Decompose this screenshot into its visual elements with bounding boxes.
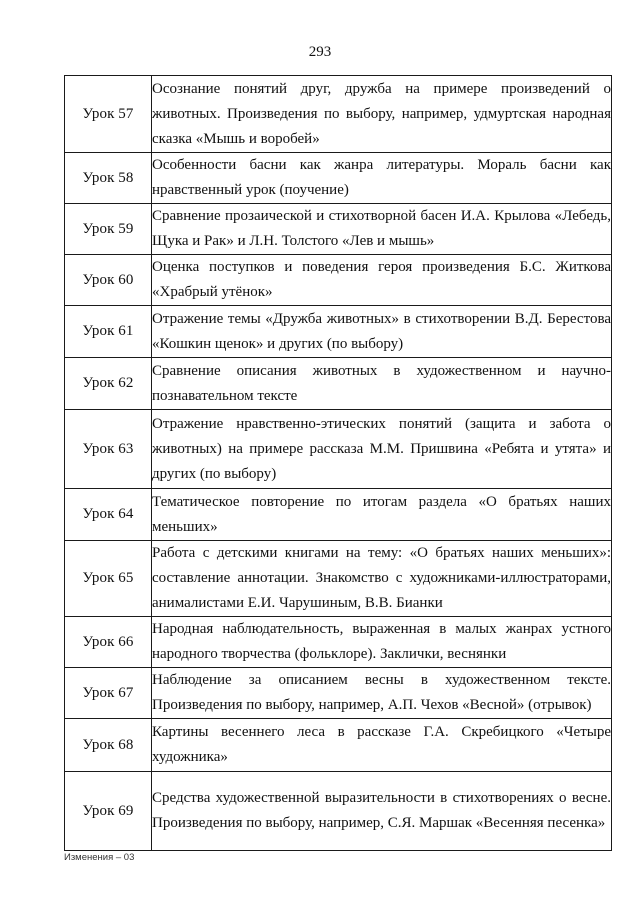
lesson-number-cell: Урок 63 [65,410,152,489]
lesson-number-cell: Урок 67 [65,668,152,719]
lesson-description-cell: Народная наблюдательность, выраженная в малых жанрах устного народного творчества (фольклоре). Заклички, веснянки [152,617,612,668]
table-row [65,772,612,851]
lesson-description-cell: Сравнение описания животных в художественном и научно-познавательном тексте [152,358,612,410]
lesson-description-cell: Отражение нравственно-этических понятий (защита и забота о животных) на примере рассказа М.М. Пришвина «Ребята и утята» и других (по выбору) [152,410,612,489]
lesson-number-cell: Урок 60 [65,255,152,306]
table-row [65,617,612,668]
table-row [65,541,612,617]
table-row [65,306,612,358]
lesson-description-cell: Тематическое повторение по итогам раздела «О братьях наших меньших» [152,489,612,541]
table-row [65,255,612,306]
table-row [65,358,612,410]
table-row [65,489,612,541]
page-number: 293 [308,44,332,60]
lesson-description-cell: Работа с детскими книгами на тему: «О братьях наших меньших»: составление аннотации. Знакомство с художниками-иллюстраторами, анималистами Е.И. Чарушиным, В.В. Бианки [152,541,612,617]
lesson-description-cell: Сравнение прозаической и стихотворной басен И.А. Крылова «Лебедь, Щука и Рак» и Л.Н. Толстого «Лев и мышь» [152,204,612,255]
lesson-number-cell: Урок 66 [65,617,152,668]
table-row [65,410,612,489]
lesson-number-cell: Урок 64 [65,489,152,541]
lesson-plan-table [64,75,612,851]
lesson-number-cell: Урок 59 [65,204,152,255]
lesson-number-cell: Урок 61 [65,306,152,358]
lesson-description-cell: Оценка поступков и поведения героя произведения Б.С. Житкова «Храбрый утёнок» [152,255,612,306]
lesson-number-cell: Урок 69 [65,772,152,851]
lesson-number-cell: Урок 58 [65,153,152,204]
lesson-number-cell: Урок 62 [65,358,152,410]
lesson-description-cell: Осознание понятий друг, дружба на примере произведений о животных. Произведения по выбору, например, удмуртская народная сказка «Мышь и воробей» [152,76,612,153]
table-row [65,668,612,719]
lesson-description-cell: Наблюдение за описанием весны в художественном тексте. Произведения по выбору, например, А.П. Чехов «Весной» (отрывок) [152,668,612,719]
table-row [65,76,612,153]
lesson-description-cell: Картины весеннего леса в рассказе Г.А. Скребицкого «Четыре художника» [152,719,612,772]
lesson-description-cell: Особенности басни как жанра литературы. Мораль басни как нравственный урок (поучение) [152,153,612,204]
footer-revision-note: Изменения – 03 [64,852,135,863]
table-row [65,719,612,772]
table-row [65,204,612,255]
lesson-number-cell: Урок 57 [65,76,152,153]
lesson-number-cell: Урок 65 [65,541,152,617]
lesson-description-cell: Средства художественной выразительности в стихотворениях о весне. Произведения по выбору, например, С.Я. Маршак «Весенняя песенка» [152,772,612,851]
lesson-number-cell: Урок 68 [65,719,152,772]
lesson-description-cell: Отражение темы «Дружба животных» в стихотворении В.Д. Берестова «Кошкин щенок» и других (по выбору) [152,306,612,358]
table-row [65,153,612,204]
